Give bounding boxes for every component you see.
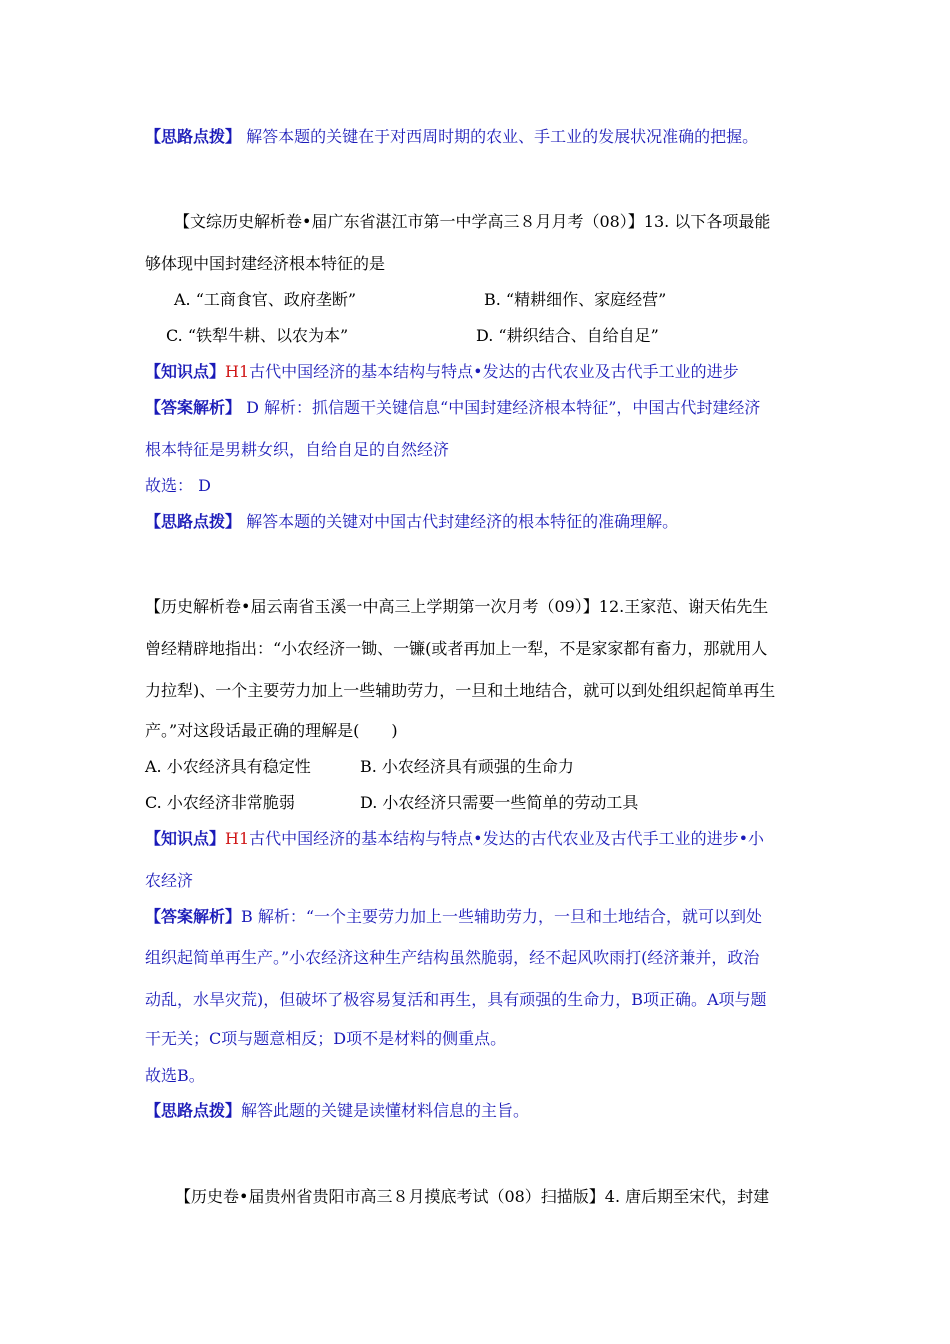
answer-text: B 解析：“一个主要劳力加上一些辅助劳力，一旦和土地结合，就可以到处 [241,907,763,926]
option-a: A. “工商食官、政府垄断” [174,290,357,309]
option-d: D. “耕织结合、自给自足” [476,326,659,345]
tip-label: 【思路点拨】 [145,512,242,531]
knowledge-code: H1 [225,362,250,381]
answer-label: 【答案解析】 [145,907,242,926]
question-header-cont: 够体现中国封建经济根本特征的是 [145,254,386,273]
choice-line: 故选： D [145,476,211,495]
tip-label: 【思路点拨】 [145,127,242,146]
tip-line [145,1101,815,1121]
answer-line [145,907,815,927]
tip-line [145,127,815,147]
answer-text: D 解析：抓信题干关键信息“中国封建经济根本特征”，中国古代封建经济 [241,398,761,417]
answer-line-cont: 组织起简单再生产。”小农经济这种生产结构虽然脆弱，经不起风吹雨打(经济兼并，政治 [145,948,760,967]
knowledge-line-cont: 农经济 [145,871,194,890]
tip-text: 解答本题的关键对中国古代封建经济的根本特征的准确理解。 [241,512,679,531]
answer-line-cont: 根本特征是男耕女织，自给自足的自然经济 [145,440,450,459]
option-b: B. 小农经济具有顽强的生命力 [360,757,574,776]
tip-label: 【思路点拨】 [145,1101,242,1120]
knowledge-label: 【知识点】 [145,362,226,381]
answer-label: 【答案解析】 [145,398,242,417]
question-header-cont: 曾经精辟地指出：“小农经济一锄、一镰(或者再加上一犁，不是家家都有畜力，那就用人 [145,639,768,658]
question-header: 【文综历史解析卷•届广东省湛江市第一中学高三８月月考（08）】13. 以下各项最能 [174,212,771,231]
knowledge-line [145,362,815,382]
question-header-cont: 力拉犁)、一个主要劳力加上一些辅助劳力，一旦和土地结合，就可以到处组织起简单再生 [145,681,776,700]
option-b: B. “精耕细作、家庭经营” [484,290,667,309]
tip-text: 解答本题的关键在于对西周时期的农业、手工业的发展状况准确的把握。 [241,127,759,146]
knowledge-code: H1 [225,829,250,848]
answer-line-cont: 干无关；C项与题意相反；D项不是材料的侧重点。 [145,1029,507,1048]
option-c: C. 小农经济非常脆弱 [145,793,295,812]
knowledge-text: 古代中国经济的基本结构与特点•发达的古代农业及古代手工业的进步 [249,362,739,381]
answer-line-cont: 动乱，水旱灾荒)，但破坏了极容易复活和再生，具有顽强的生命力，B项正确。A项与题 [145,990,767,1009]
question-header: 【历史解析卷•届云南省玉溪一中高三上学期第一次月考（09）】12.王家范、谢天佑先生 [145,597,769,616]
answer-line [145,398,815,418]
question-header: 【历史卷•届贵州省贵阳市高三８月摸底考试（08）扫描版】4. 唐后期至宋代，封建 [175,1187,770,1206]
tip-text: 解答此题的关键是读懂材料信息的主旨。 [241,1101,530,1120]
option-d: D. 小农经济只需要一些简单的劳动工具 [360,793,639,812]
option-c: C. “铁犁牛耕、以农为本” [166,326,349,345]
option-a: A. 小农经济具有稳定性 [145,757,311,776]
question-header-cont: 产。”对这段话最正确的理解是( ) [145,721,398,740]
choice-line: 故选B。 [145,1066,205,1085]
knowledge-label: 【知识点】 [145,829,226,848]
knowledge-line [145,829,815,849]
knowledge-text: 古代中国经济的基本结构与特点•发达的古代农业及古代手工业的进步•小 [249,829,765,848]
tip-line [145,512,815,532]
